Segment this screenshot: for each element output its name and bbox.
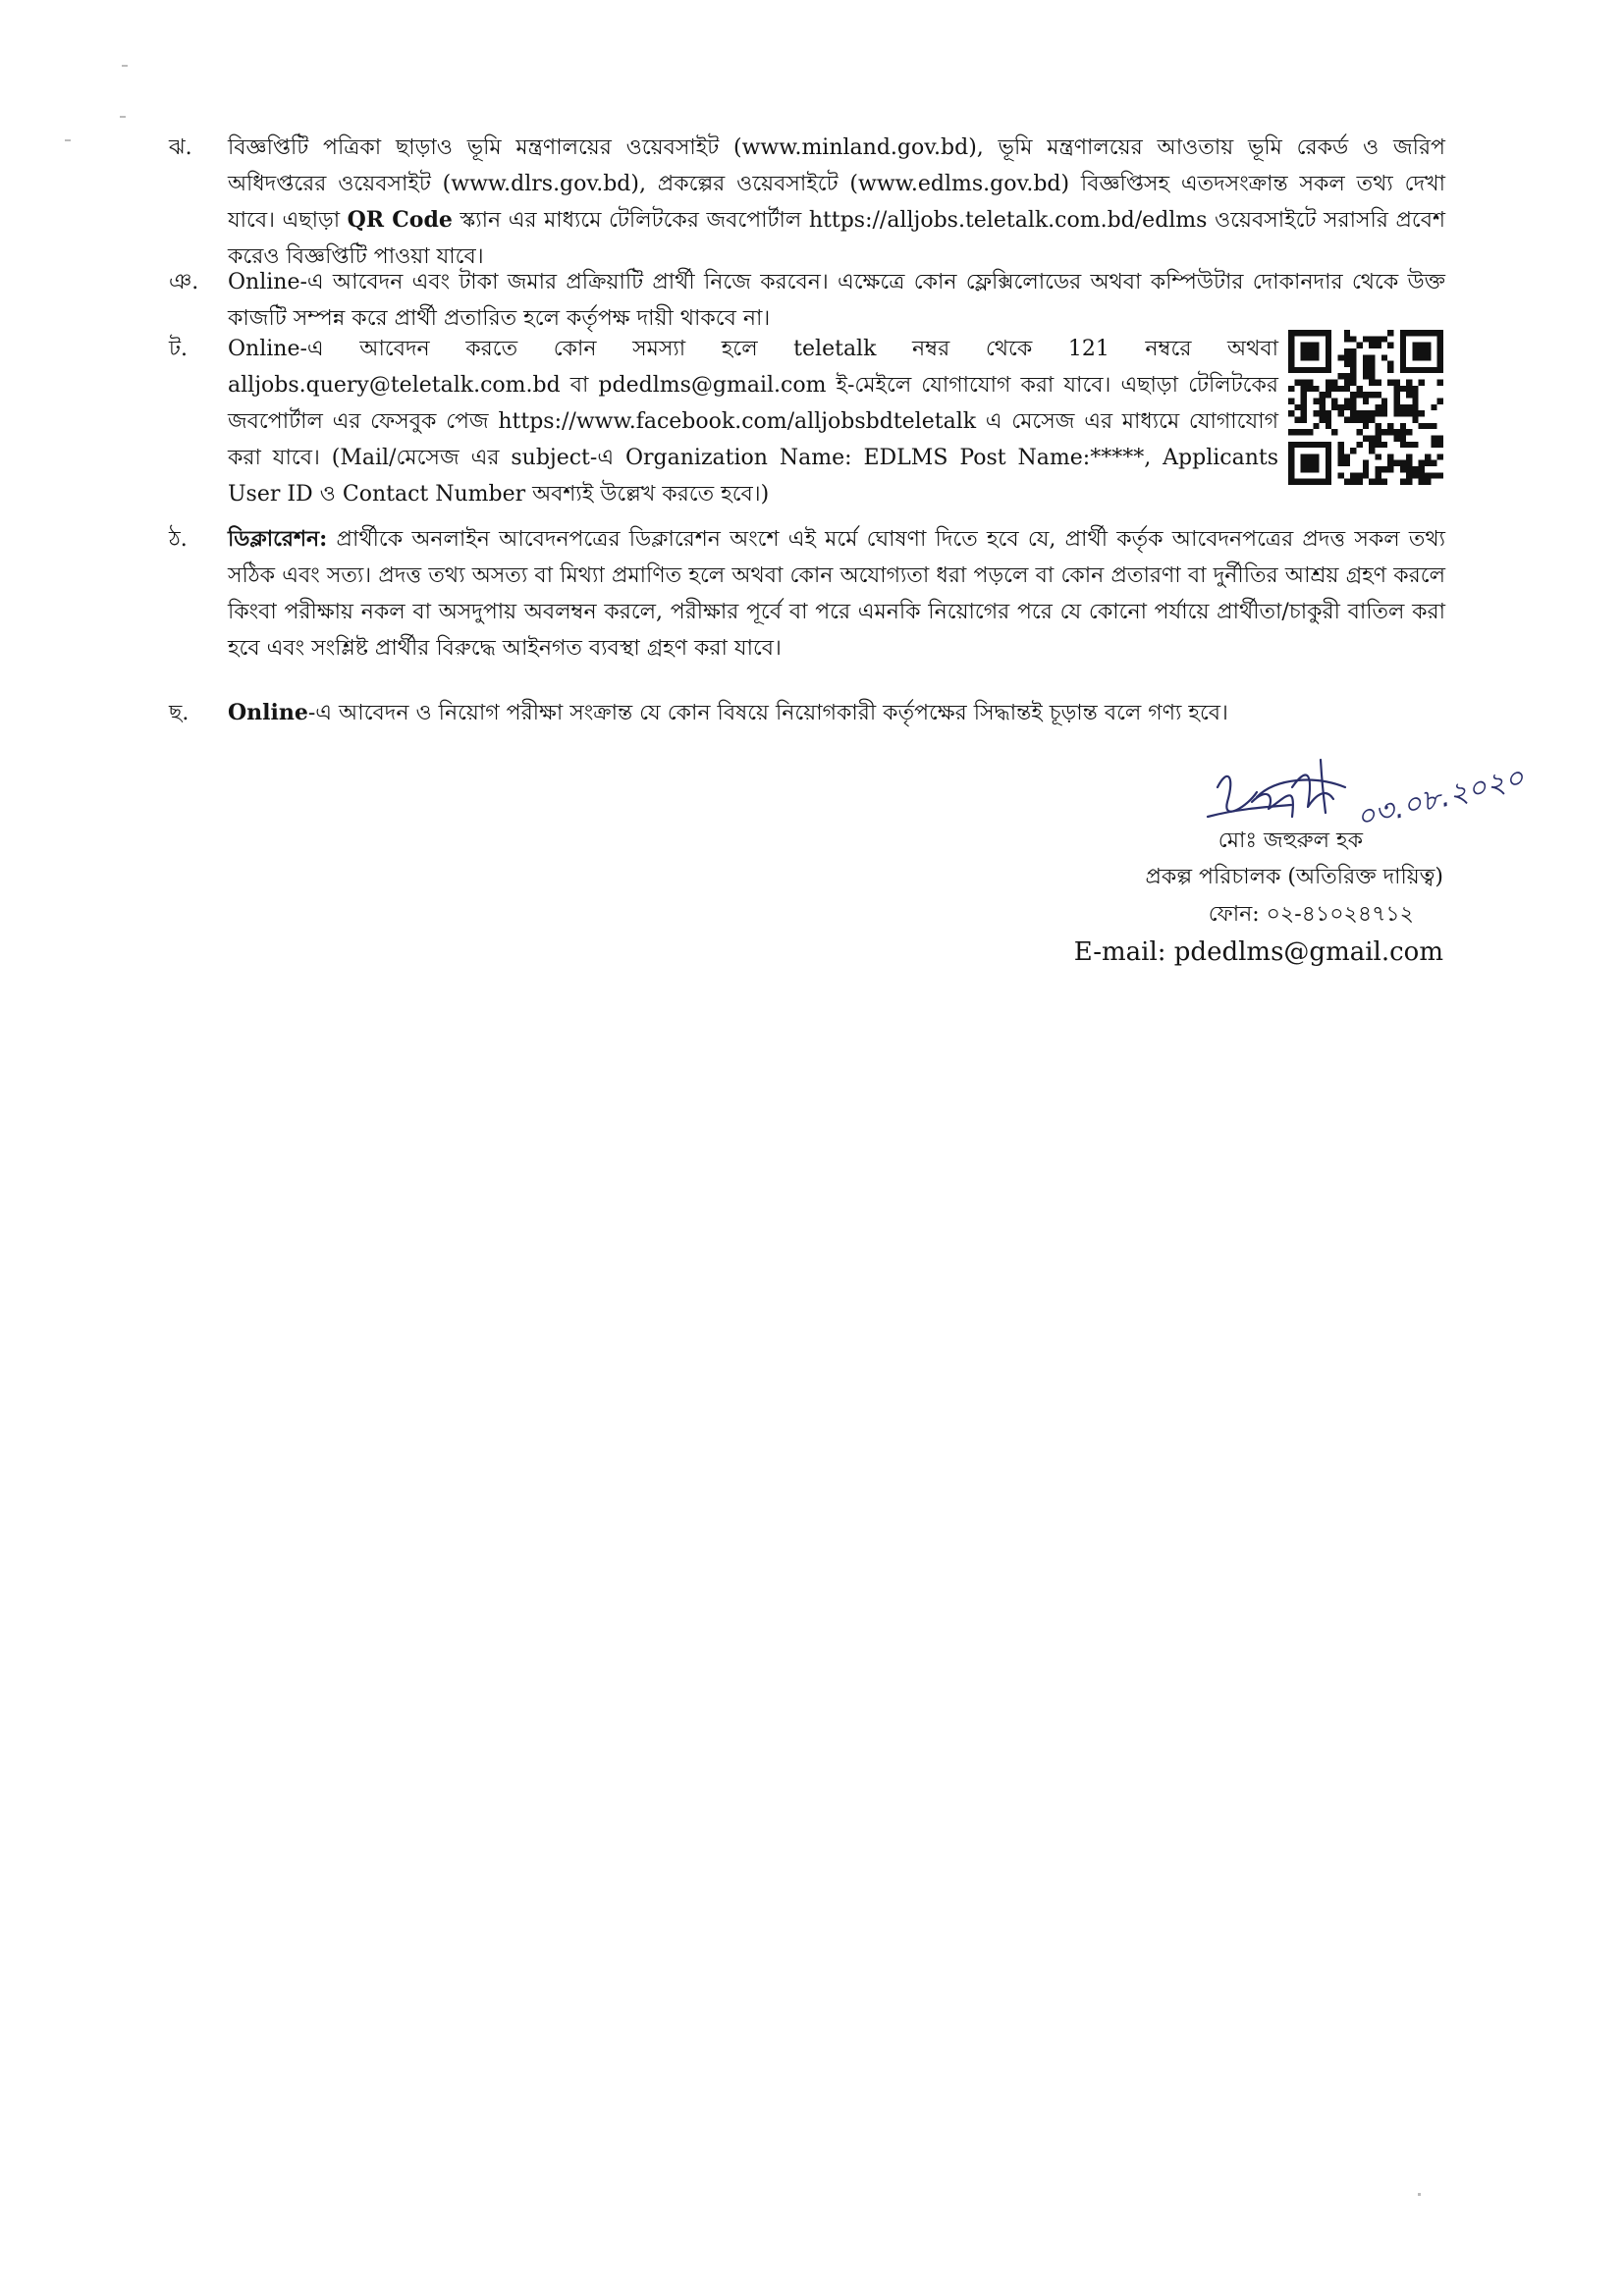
qr-module (1369, 343, 1375, 348)
qr-module (1406, 410, 1412, 416)
qr-module (1338, 454, 1344, 459)
qr-module (1338, 472, 1344, 478)
qr-module (1338, 410, 1344, 416)
qr-module (1431, 423, 1436, 429)
qr-code-icon[interactable] (1288, 330, 1443, 485)
qr-module (1375, 435, 1380, 441)
qr-module (1338, 404, 1344, 410)
qr-module (1425, 472, 1431, 478)
qr-module (1331, 399, 1337, 404)
qr-module (1331, 386, 1337, 392)
qr-module (1412, 442, 1418, 448)
qr-module (1357, 472, 1363, 478)
qr-module (1350, 354, 1356, 360)
qr-module (1344, 479, 1350, 485)
qr-module (1412, 404, 1418, 410)
qr-module (1363, 416, 1369, 422)
qr-module (1301, 416, 1307, 422)
qr-module (1350, 336, 1356, 342)
qr-module (1350, 410, 1356, 416)
qr-module (1357, 343, 1363, 348)
qr-module (1350, 416, 1356, 422)
qr-module (1301, 429, 1307, 435)
qr-module (1375, 454, 1380, 459)
qr-module (1369, 479, 1375, 485)
qr-module (1425, 423, 1431, 429)
qr-module (1431, 460, 1436, 466)
qr-module (1331, 380, 1337, 386)
qr-module (1363, 460, 1369, 466)
qr-module (1363, 423, 1369, 429)
qr-module (1412, 386, 1418, 392)
clause-marker: ছ. (169, 701, 189, 725)
qr-module (1387, 429, 1393, 435)
qr-module (1344, 454, 1350, 459)
qr-module (1387, 330, 1393, 336)
declaration-heading: ডিক্লারেশন: (228, 526, 328, 552)
qr-module (1381, 336, 1387, 342)
qr-module (1350, 380, 1356, 386)
qr-module (1320, 404, 1326, 410)
qr-module (1437, 454, 1443, 459)
qr-module (1307, 386, 1313, 392)
declaration-text: প্রার্থীকে অনলাইন আবেদনপত্রের ডিক্লারেশন অংশে এই মর্মে ঘোষণা দিতে হবে যে, প্রার্থী কর্তৃক আবেদনপত্রের প্রদত্ত সকল তথ্য সঠিক এবং সত্য। প্রদত্ত তথ্য অসত্য বা মিথ্যা প্রমাণিত হলে অথবা কোন অযোগ্যতা ধরা পড়লে বা কোন প্রতারণা বা দুর্নীতির আশ্রয় গ্রহণ করলে কিংবা পরীক্ষায় নকল বা অসদুপায় অবলম্বন করলে, পরীক্ষার পূর্বে বা পরে এমনকি নিয়োগের পরে যে কোনো পর্যায়ে প্রার্থীতা/চাকুরী বাতিল করা হবে এবং সংশ্লিষ্ট প্রার্থীর বিরুদ্ধে আইনগত ব্যবস্থা গ্রহণ করা যাবে। (228, 527, 1445, 661)
qr-module (1400, 442, 1406, 448)
scan-speck (1418, 2193, 1421, 2196)
qr-module (1400, 460, 1406, 466)
qr-module (1406, 466, 1412, 472)
qr-module (1331, 429, 1337, 435)
qr-module (1375, 410, 1380, 416)
clause-text: Online-এ আবেদন করতে কোন সমস্যা হলে teletalk নম্বর থেকে 121 নম্বরে অথবা alljobs.query@teletalk.com.bd বা pdedlms@gmail.com ই-মেইলে যোগাযোগ করা যাবে। এছাড়া টেলিটকের জবপোর্টাল এর ফেসবুক পেজ https://www.facebook.com/alljobsbdteletalk এ মেসেজ এর মাধ্যমে যোগাযোগ করা যাবে। (Mail/মেসেজ এর subject-এ Organization Name: EDLMS Post Name:*****, Applicants User ID ও Contact Number অবশ্যই উল্লেখ করতে হবে।) (228, 337, 1278, 507)
qr-module (1338, 354, 1344, 360)
qr-module (1363, 435, 1369, 441)
clause-text-before: বিজ্ঞপ্তিটি পত্রিকা ছাড়াও ভূমি মন্ত্রণালয়ের ওয়েবসাইট (www.minland.gov.bd), ভূমি মন্ত্রণালয়ের আওতায় ভূমি রেকর্ড ও জরিপ অধিদপ্তরের ওয়েবসাইট (www.dlrs.gov.bd), প্রকল্পের ওয়েবসাইটে (www.edlms.gov.bd) বিজ্ঞপ্তিসহ এতদসংক্রান্ত সকল তথ্য দেখা যাবে। এছাড়া (228, 135, 1445, 233)
qr-module (1320, 399, 1326, 404)
qr-module (1393, 380, 1399, 386)
qr-module (1369, 367, 1375, 373)
scan-speck (122, 65, 128, 67)
qr-module (1375, 336, 1380, 342)
qr-module (1369, 380, 1375, 386)
qr-module (1412, 466, 1418, 472)
qr-module (1294, 404, 1300, 410)
qr-module (1357, 442, 1363, 448)
qr-module (1326, 380, 1331, 386)
qr-module (1363, 392, 1369, 398)
qr-module (1313, 399, 1319, 404)
qr-module (1400, 410, 1406, 416)
qr-module (1381, 429, 1387, 435)
qr-module (1357, 479, 1363, 485)
qr-module (1338, 373, 1344, 379)
qr-module (1375, 429, 1380, 435)
qr-module (1406, 429, 1412, 435)
qr-module (1363, 466, 1369, 472)
qr-module (1437, 435, 1443, 441)
qr-module (1412, 399, 1418, 404)
qr-module (1431, 404, 1436, 410)
qr-module (1406, 404, 1412, 410)
qr-module (1387, 423, 1393, 429)
qr-module (1419, 460, 1425, 466)
qr-module (1350, 479, 1356, 485)
qr-module (1350, 373, 1356, 379)
clause-text (228, 130, 1445, 275)
qr-module (1350, 448, 1356, 454)
qr-module (1294, 429, 1300, 435)
qr-module (1400, 423, 1406, 429)
qr-module (1313, 386, 1319, 392)
qr-module (1344, 354, 1350, 360)
qr-module (1406, 380, 1412, 386)
qr-module (1375, 466, 1380, 472)
qr-module (1375, 423, 1380, 429)
qr-module (1400, 404, 1406, 410)
qr-module (1350, 367, 1356, 373)
signer-title: প্রকল্প পরিচালক (অতিরিক্ত দায়িত্ব) (1145, 865, 1443, 889)
qr-module (1381, 479, 1387, 485)
qr-module (1437, 472, 1443, 478)
qr-module (1288, 410, 1294, 416)
qr-module (1375, 442, 1380, 448)
qr-module (1344, 336, 1350, 342)
qr-module (1344, 416, 1350, 422)
qr-module (1288, 399, 1294, 404)
qr-module (1357, 416, 1363, 422)
qr-module (1406, 442, 1412, 448)
qr-module (1437, 442, 1443, 448)
qr-module (1326, 410, 1331, 416)
qr-module (1288, 429, 1294, 435)
qr-module (1375, 479, 1380, 485)
signer-phone: ফোন: ০২-৪১০২৪৭১২ (1208, 902, 1414, 927)
qr-code-emphasis: QR Code (347, 207, 453, 233)
qr-module (1363, 472, 1369, 478)
qr-module (1363, 399, 1369, 404)
clause-marker: ঞ. (169, 270, 199, 294)
qr-module (1363, 354, 1369, 360)
qr-module (1320, 416, 1326, 422)
qr-module (1381, 410, 1387, 416)
qr-module (1412, 392, 1418, 398)
qr-module (1369, 442, 1375, 448)
qr-module (1294, 380, 1300, 386)
qr-module (1326, 392, 1331, 398)
qr-module (1357, 429, 1363, 435)
qr-module (1406, 386, 1412, 392)
qr-module (1393, 435, 1399, 441)
qr-module (1375, 380, 1380, 386)
qr-module (1326, 416, 1331, 422)
qr-module (1419, 472, 1425, 478)
qr-module (1363, 373, 1369, 379)
qr-module (1406, 392, 1412, 398)
qr-module (1381, 442, 1387, 448)
qr-module (1369, 354, 1375, 360)
clause-text-after: স্ক্যান এর মাধ্যমে টেলিটকের জবপোর্টাল https://alljobs.teletalk.com.bd/edlms ওয়েবসাইটে সরাসরি প্রবেশ করেও বিজ্ঞপ্তিটি পাওয়া যাবে। (228, 208, 1445, 269)
qr-module (1431, 435, 1436, 441)
qr-module (1369, 361, 1375, 367)
qr-module (1400, 479, 1406, 485)
qr-module (1313, 410, 1319, 416)
clause-text (228, 521, 1445, 667)
qr-module (1393, 460, 1399, 466)
qr-module (1387, 343, 1393, 348)
qr-module (1369, 373, 1375, 379)
qr-module (1320, 392, 1326, 398)
qr-module (1369, 336, 1375, 342)
clause-text (228, 695, 1445, 731)
qr-module (1344, 361, 1350, 367)
qr-module (1326, 386, 1331, 392)
qr-module (1313, 423, 1319, 429)
clause-marker: ঠ. (169, 527, 188, 552)
qr-module (1393, 392, 1399, 398)
qr-module (1381, 399, 1387, 404)
qr-module (1393, 404, 1399, 410)
qr-module (1400, 435, 1406, 441)
qr-module (1301, 404, 1307, 410)
qr-module (1326, 423, 1331, 429)
qr-module (1419, 479, 1425, 485)
qr-module (1381, 404, 1387, 410)
qr-module (1344, 460, 1350, 466)
qr-module (1400, 429, 1406, 435)
qr-module (1338, 460, 1344, 466)
qr-module (1412, 472, 1418, 478)
qr-module (1437, 380, 1443, 386)
clause-marker: ঝ. (169, 135, 192, 160)
qr-module (1363, 336, 1369, 342)
signer-email[interactable]: E-mail: pdedlms@gmail.com (1073, 937, 1443, 967)
qr-module (1387, 367, 1393, 373)
qr-module (1350, 392, 1356, 398)
qr-module (1301, 380, 1307, 386)
qr-module (1301, 399, 1307, 404)
qr-module (1350, 348, 1356, 354)
qr-module (1406, 454, 1412, 459)
qr-module (1331, 404, 1337, 410)
qr-module (1301, 386, 1307, 392)
clause-text: Online-এ আবেদন এবং টাকা জমার প্রক্রিয়াটি প্রার্থী নিজে করবেন। এক্ষেত্রে কোন ফ্লেক্সিলোডের অথবা কম্পিউটার দোকানদার থেকে উক্ত কাজটি সম্পন্ন করে প্রার্থী প্রতারিত হলে কর্তৃপক্ষ দায়ী থাকবে না। (228, 270, 1445, 331)
qr-module (1393, 410, 1399, 416)
qr-module (1375, 392, 1380, 398)
signer-name: মোঃ জহুরুল হক (1218, 828, 1363, 853)
qr-module (1357, 392, 1363, 398)
qr-module (1375, 472, 1380, 478)
qr-module (1320, 410, 1326, 416)
clause-text-rest: -এ আবেদন ও নিয়োগ পরীক্ষা সংক্রান্ত যে কোন বিষয়ে নিয়োগকারী কর্তৃপক্ষের সিদ্ধান্তই চূড়ান্ত বলে গণ্য হবে। (307, 701, 1228, 725)
qr-module (1363, 361, 1369, 367)
qr-module (1406, 460, 1412, 466)
qr-module (1338, 386, 1344, 392)
qr-module (1425, 454, 1431, 459)
qr-module (1387, 361, 1393, 367)
qr-module (1381, 466, 1387, 472)
qr-module (1307, 429, 1313, 435)
qr-module (1412, 416, 1418, 422)
qr-module (1338, 442, 1344, 448)
qr-module (1375, 404, 1380, 410)
scan-speck (120, 116, 126, 118)
qr-module (1400, 386, 1406, 392)
qr-module (1344, 380, 1350, 386)
clause-marker: ট. (169, 337, 188, 361)
qr-module (1425, 479, 1431, 485)
qr-module (1406, 479, 1412, 485)
handwritten-date: ০৩.০৮.২০২০ (1352, 760, 1528, 836)
qr-module (1381, 354, 1387, 360)
online-emphasis: Online (228, 700, 308, 725)
qr-module (1294, 416, 1300, 422)
qr-module (1344, 386, 1350, 392)
qr-module (1301, 392, 1307, 398)
qr-module (1431, 472, 1436, 478)
qr-module (1369, 416, 1375, 422)
qr-module (1363, 410, 1369, 416)
qr-module (1375, 343, 1380, 348)
qr-module (1363, 367, 1369, 373)
qr-module (1387, 460, 1393, 466)
qr-module (1350, 361, 1356, 367)
qr-module (1393, 386, 1399, 392)
qr-module (1344, 330, 1350, 336)
qr-module (1393, 429, 1399, 435)
qr-module (1338, 448, 1344, 454)
qr-module (1425, 460, 1431, 466)
qr-module (1307, 380, 1313, 386)
scan-speck (65, 139, 71, 141)
qr-module (1406, 472, 1412, 478)
qr-module (1419, 466, 1425, 472)
qr-module (1400, 466, 1406, 472)
qr-module (1350, 399, 1356, 404)
qr-module (1369, 448, 1375, 454)
qr-module (1412, 410, 1418, 416)
qr-module (1369, 410, 1375, 416)
qr-module (1344, 348, 1350, 354)
qr-module (1350, 404, 1356, 410)
qr-module (1344, 399, 1350, 404)
qr-module (1369, 435, 1375, 441)
qr-module (1387, 454, 1393, 459)
qr-module (1369, 392, 1375, 398)
qr-module (1344, 373, 1350, 379)
qr-module (1357, 410, 1363, 416)
qr-module (1437, 399, 1443, 404)
qr-module (1431, 442, 1436, 448)
qr-module (1387, 466, 1393, 472)
qr-module (1301, 410, 1307, 416)
qr-module (1387, 380, 1393, 386)
qr-module (1419, 410, 1425, 416)
qr-module (1357, 386, 1363, 392)
qr-module (1393, 399, 1399, 404)
qr-module (1288, 386, 1294, 392)
qr-module (1419, 380, 1425, 386)
qr-module (1350, 472, 1356, 478)
qr-module (1344, 404, 1350, 410)
qr-module (1419, 423, 1425, 429)
